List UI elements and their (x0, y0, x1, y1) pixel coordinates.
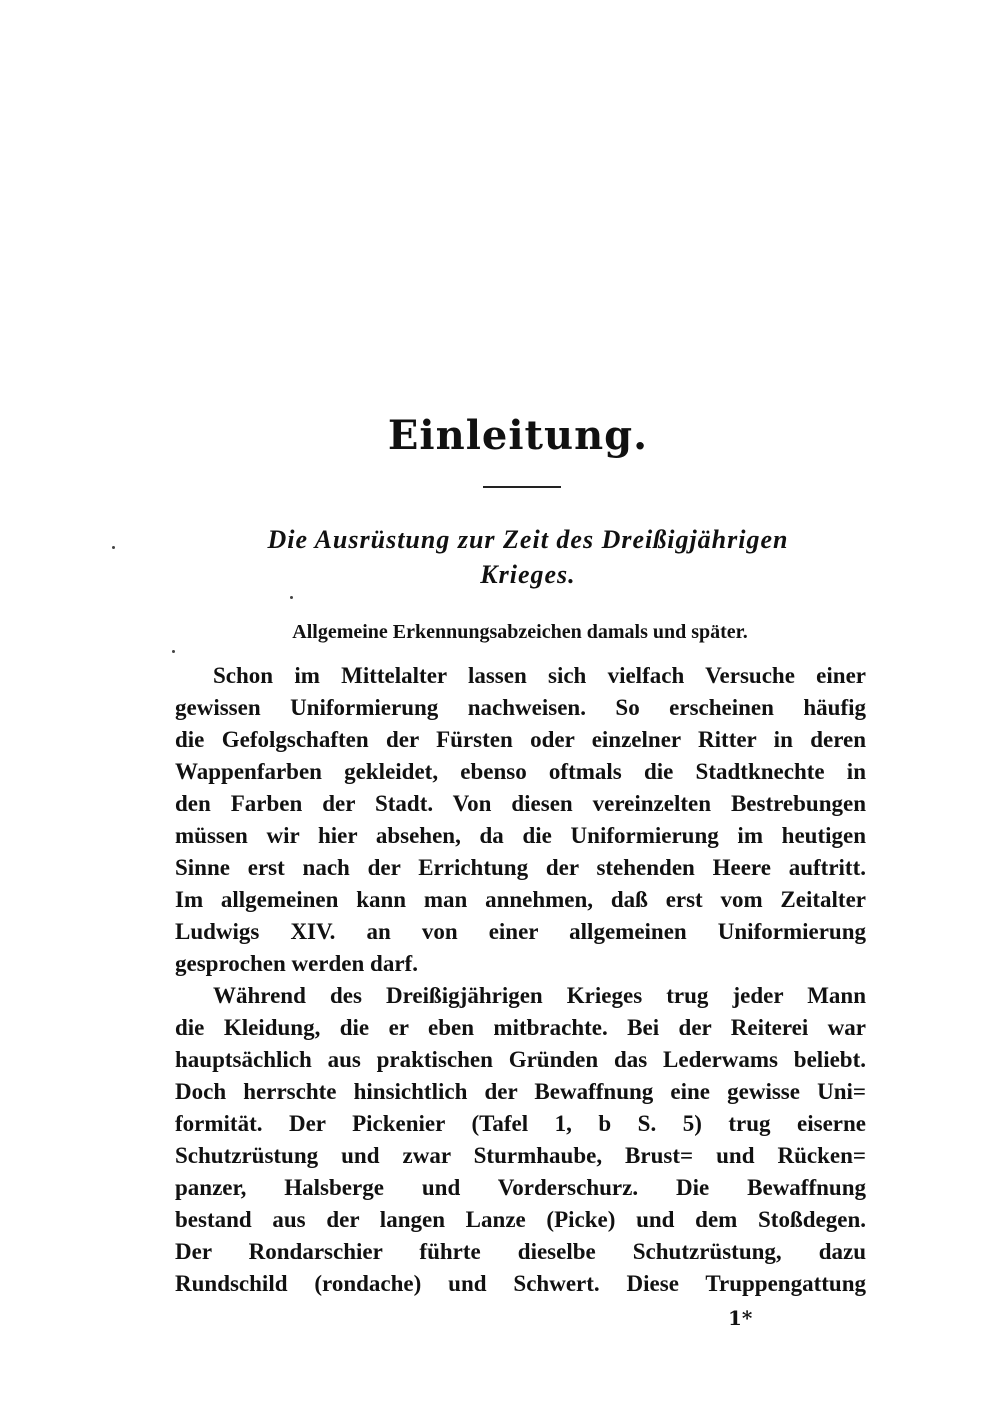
scan-speck (172, 650, 175, 653)
body-line: Schon im Mittelalter lassen sich vielfach Versuche einer (213, 663, 866, 688)
body-line: Der Rondarschier führte dieselbe Schutzrüstung, dazu (175, 1239, 866, 1264)
body-line: hauptsächlich aus praktischen Gründen das Lederwams beliebt. (175, 1047, 866, 1072)
body-line: gewissen Uniformierung nachweisen. So erscheinen häufig (175, 695, 866, 720)
scan-speck (290, 596, 293, 599)
body-line: Wappenfarben gekleidet, ebenso oftmals die Stadtknechte in (175, 759, 866, 784)
body-line: die Kleidung, die er eben mitbrachte. Bei der Reiterei war (175, 1015, 866, 1040)
chapter-title: Einleitung. (387, 412, 649, 459)
body-line: formität. Der Pickenier (Tafel 1, b S. 5) trug eiserne (175, 1111, 866, 1136)
body-line: die Gefolgschaften der Fürsten oder einzelner Ritter in deren (175, 727, 866, 752)
body-line: Rundschild (rondache) und Schwert. Diese Truppengattung (175, 1271, 866, 1296)
body-line: Sinne erst nach der Errichtung der stehenden Heere auftritt. (175, 855, 866, 880)
body-line: Doch herrschte hinsichtlich der Bewaffnung eine gewisse Uni= (175, 1079, 866, 1104)
scan-speck (112, 546, 115, 549)
body-line: Ludwigs XIV. an von einer allgemeinen Uniformierung (175, 919, 866, 944)
body-line: panzer, Halsberge und Vorderschurz. Die Bewaffnung (175, 1175, 866, 1200)
title-divider (483, 486, 561, 488)
body-line: bestand aus der langen Lanze (Picke) und dem Stoßdegen. (175, 1207, 866, 1232)
section-heading-line-2: Krieges. (480, 560, 576, 589)
body-line: Im allgemeinen kann man annehmen, daß erst vom Zeitalter (175, 887, 866, 912)
page-number: 1* (728, 1306, 753, 1330)
section-heading-line-1: Die Ausrüstung zur Zeit des Dreißigjährigen (267, 525, 789, 554)
body-line: Während des Dreißigjährigen Krieges trug jeder Mann (213, 983, 866, 1008)
body-line: gesprochen werden darf. (175, 951, 418, 976)
section-heading (120, 522, 936, 592)
body-text (175, 660, 866, 1300)
body-line: müssen wir hier absehen, da die Uniformierung im heutigen (175, 823, 866, 848)
body-line: den Farben der Stadt. Von diesen vereinzelten Bestrebungen (175, 791, 866, 816)
subheading: Allgemeine Erkennungsabzeichen damals und später. (292, 621, 748, 643)
body-line: Schutzrüstung und zwar Sturmhaube, Brust= und Rücken= (175, 1143, 866, 1168)
